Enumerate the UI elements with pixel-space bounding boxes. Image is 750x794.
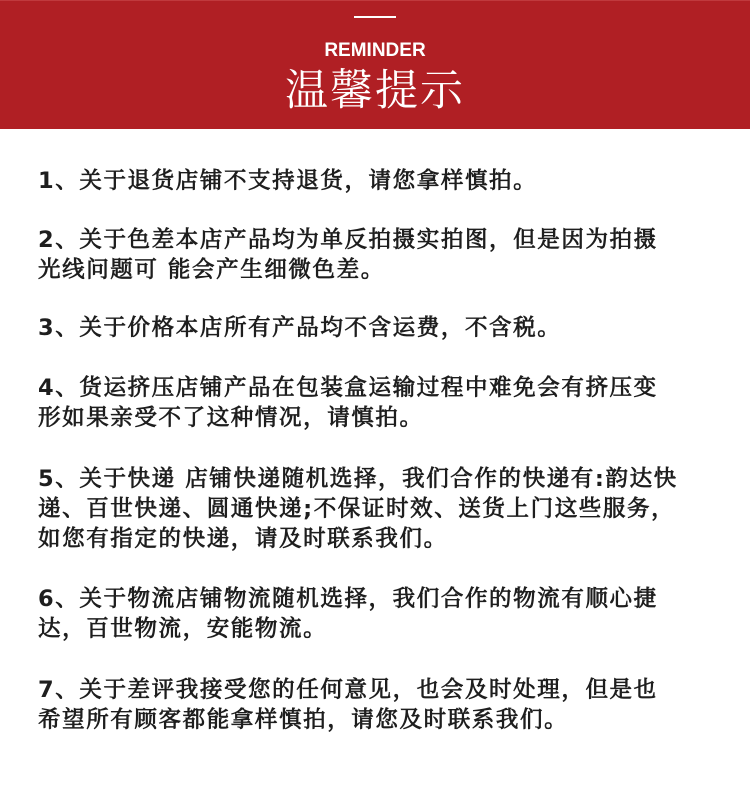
note-line: 7、关于差评我接受您的任何意见，也会及时处理，但是也 [38, 677, 658, 703]
note-line: 达，百世物流，安能物流。 [38, 616, 328, 642]
note-line: 6、关于物流店铺物流随机选择，我们合作的物流有顺心捷 [38, 586, 658, 612]
note-line: 2、关于色差本店产品均为单反拍摄实拍图，但是因为拍摄 [38, 227, 658, 253]
note-line: 形如果亲受不了这种情况，请慎拍。 [38, 405, 424, 431]
note-line: 光线问题可 能会产生细微色差。 [38, 257, 385, 283]
header-divider [354, 16, 396, 18]
note-item-5 [38, 464, 718, 554]
note-item-4 [38, 373, 718, 433]
note-line: 1、关于退货店铺不支持退货，请您拿样慎拍。 [38, 168, 538, 194]
header-subtitle: REMINDER [324, 40, 426, 61]
note-line: 希望所有顾客都能拿样慎拍，请您及时联系我们。 [38, 707, 569, 733]
note-line: 递、百世快递、圆通快递;不保证时效、送货上门这些服务， [38, 496, 676, 522]
note-line: 4、货运挤压店铺产品在包装盒运输过程中难免会有挤压变 [38, 375, 658, 401]
note-item-2 [38, 225, 718, 285]
note-item-3 [38, 313, 718, 343]
header-title: 温馨提示 [285, 66, 465, 116]
note-item-7 [38, 675, 718, 735]
note-line: 如您有指定的快递，请及时联系我们。 [38, 526, 448, 552]
note-item-6 [38, 584, 718, 644]
note-item-1 [38, 166, 718, 196]
note-line: 5、关于快递 店铺快递随机选择，我们合作的快递有:韵达快 [38, 466, 678, 492]
reminder-header [0, 0, 750, 129]
note-line: 3、关于价格本店所有产品均不含运费，不含税。 [38, 315, 562, 341]
